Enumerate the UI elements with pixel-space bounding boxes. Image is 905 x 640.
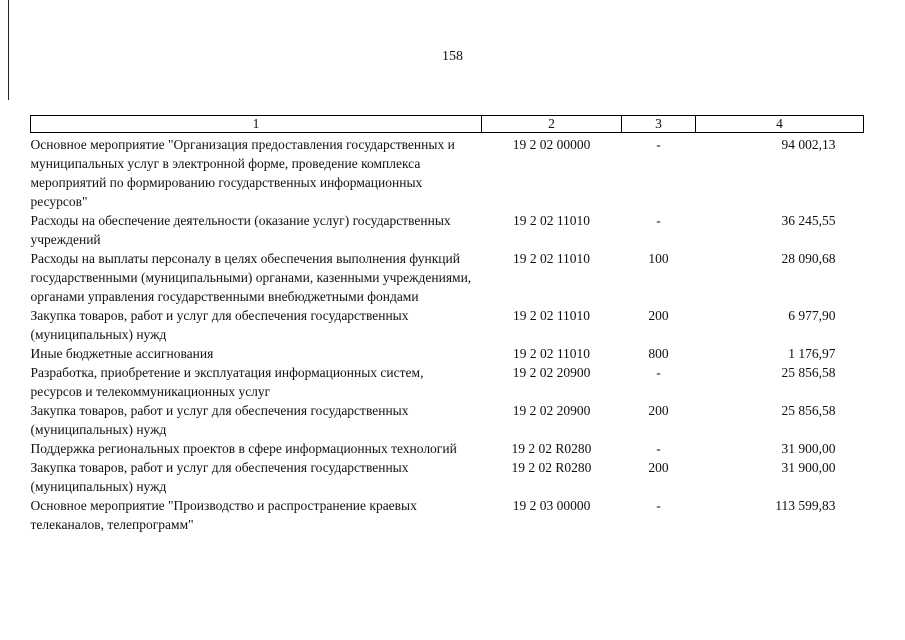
header-col-1: 1 bbox=[31, 116, 482, 133]
table-header bbox=[31, 116, 864, 133]
row-type: 200 bbox=[648, 308, 669, 323]
row-type: 200 bbox=[648, 460, 669, 475]
row-code: 19 2 02 20900 bbox=[512, 365, 591, 380]
row-type: - bbox=[656, 365, 661, 380]
row-amount: 31 900,00 bbox=[781, 441, 836, 456]
header-col-3: 3 bbox=[622, 116, 696, 133]
budget-table bbox=[30, 115, 864, 534]
row-name: Расходы на обеспечение деятельности (оказание услуг) государственных учреждений bbox=[30, 213, 451, 247]
row-code: 19 2 02 R0280 bbox=[511, 441, 592, 456]
row-type: 200 bbox=[648, 403, 669, 418]
row-name: Основное мероприятие "Организация предоставления государственных и муниципальных услуг в электронной форме, проведение комплекса мероприятий по формированию государственных информационных ресурсов" bbox=[30, 137, 455, 209]
header-row bbox=[31, 116, 864, 133]
row-name: Расходы на выплаты персоналу в целях обеспечения выполнения функций государственными (муниципальными) органами, казенными учреждениями, органами управления государственными внебюджетными фондами bbox=[30, 251, 472, 304]
row-name: Закупка товаров, работ и услуг для обеспечения государственных (муниципальных) нужд bbox=[30, 460, 409, 494]
row-amount: 94 002,13 bbox=[781, 137, 836, 152]
row-amount: 25 856,58 bbox=[781, 403, 836, 418]
row-type: - bbox=[656, 137, 661, 152]
row-code: 19 2 03 00000 bbox=[512, 498, 591, 513]
row-name: Закупка товаров, работ и услуг для обеспечения государственных (муниципальных) нужд bbox=[30, 403, 409, 437]
row-code: 19 2 02 11010 bbox=[512, 346, 591, 361]
row-type: - bbox=[656, 498, 661, 513]
table-row bbox=[31, 363, 864, 401]
row-type: - bbox=[656, 213, 661, 228]
row-amount: 36 245,55 bbox=[781, 213, 836, 228]
page-number: 158 bbox=[442, 49, 463, 64]
row-name: Поддержка региональных проектов в сфере информационных технологий bbox=[30, 441, 457, 456]
row-amount: 31 900,00 bbox=[781, 460, 836, 475]
row-code: 19 2 02 11010 bbox=[512, 308, 591, 323]
table-row bbox=[31, 401, 864, 439]
row-amount: 6 977,90 bbox=[788, 308, 836, 323]
row-amount: 1 176,97 bbox=[788, 346, 836, 361]
row-name: Основное мероприятие "Производство и распространение краевых телеканалов, телепрограмм" bbox=[30, 498, 417, 532]
row-code: 19 2 02 11010 bbox=[512, 213, 591, 228]
header-col-4: 4 bbox=[696, 116, 864, 133]
row-code: 19 2 02 R0280 bbox=[511, 460, 592, 475]
row-type: - bbox=[656, 441, 661, 456]
row-amount: 113 599,83 bbox=[775, 498, 836, 513]
table-row bbox=[31, 249, 864, 306]
table-row bbox=[31, 439, 864, 458]
row-amount: 25 856,58 bbox=[781, 365, 836, 380]
row-code: 19 2 02 20900 bbox=[512, 403, 591, 418]
header-col-2: 2 bbox=[482, 116, 622, 133]
table-row bbox=[31, 133, 864, 212]
row-name: Иные бюджетные ассигнования bbox=[30, 346, 214, 361]
row-name: Разработка, приобретение и эксплуатация информационных систем, ресурсов и телекоммуникационных услуг bbox=[30, 365, 424, 399]
table-row bbox=[31, 458, 864, 496]
row-type: 800 bbox=[648, 346, 669, 361]
row-type: 100 bbox=[648, 251, 669, 266]
table-row bbox=[31, 211, 864, 249]
table-body bbox=[31, 133, 864, 535]
row-amount: 28 090,68 bbox=[781, 251, 836, 266]
table-row bbox=[31, 496, 864, 534]
row-code: 19 2 02 11010 bbox=[512, 251, 591, 266]
row-name: Закупка товаров, работ и услуг для обеспечения государственных (муниципальных) нужд bbox=[30, 308, 409, 342]
table-row bbox=[31, 344, 864, 363]
row-code: 19 2 02 00000 bbox=[512, 137, 591, 152]
table-row bbox=[31, 306, 864, 344]
